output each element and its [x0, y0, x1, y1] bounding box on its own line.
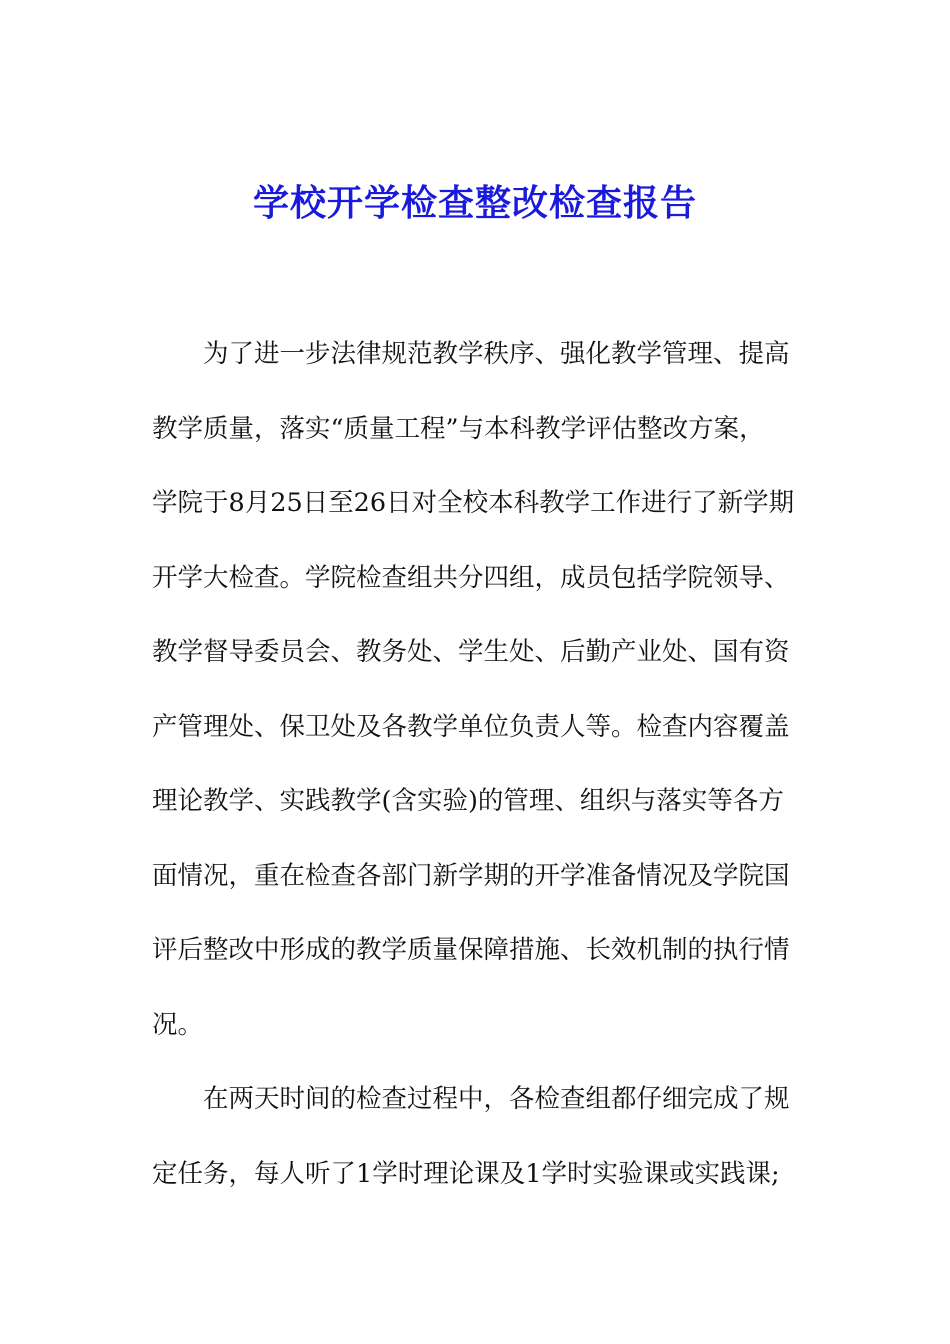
paragraph-line: 为了进一步法律规范教学秩序、强化教学管理、提高 [203, 339, 790, 369]
paragraph-1 [152, 330, 812, 1075]
paragraph-line: 开学大检查。学院检查组共分四组，成员包括学院领导、 [152, 562, 790, 593]
document-body [152, 330, 812, 1224]
paragraph-line: 产管理处、保卫处及各教学单位负责人等。检查内容覆盖 [152, 711, 790, 742]
paragraph-line: 况。 [152, 1009, 204, 1040]
paragraph-line: 评后整改中形成的教学质量保障措施、长效机制的执行情 [152, 935, 790, 965]
paragraph-line: 定任务，每人听了1学时理论课及1学时实验课或实践课; [152, 1158, 780, 1189]
paragraph-line: 理论教学、实践教学(含实验)的管理、组织与落实等各方 [152, 786, 784, 816]
paragraph-line: 面情况，重在检查各部门新学期的开学准备情况及学院国 [152, 860, 790, 891]
paragraph-line: 学院于8月25日至26日对全校本科教学工作进行了新学期 [152, 488, 795, 518]
paragraph-line: 在两天时间的检查过程中，各检查组都仔细完成了规 [203, 1084, 790, 1114]
paragraph-line: 教学督导委员会、教务处、学生处、后勤产业处、国有资 [152, 637, 790, 667]
paragraph-line: 教学质量，落实“质量工程”与本科教学评估整改方案， [152, 413, 765, 444]
document-title: 学校开学检查整改检查报告 [252, 183, 697, 224]
paragraph-2 [152, 1075, 812, 1224]
